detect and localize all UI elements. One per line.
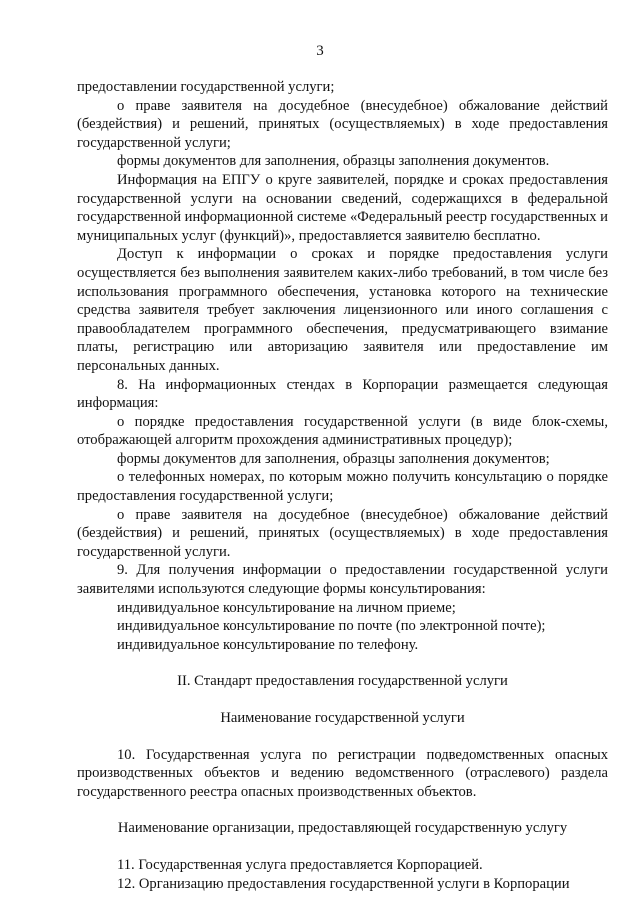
paragraph: Информация на ЕПГУ о круге заявителей, порядке и сроках предоставления государственной услуги на основании сведений, содержащихся в федеральной государственной информационной системе «Федеральный реестр государственных и муниципальных услуг (функций)», предоставляется заявителю бесплатно. <box>77 171 608 244</box>
paragraph: о праве заявителя на досудебное (внесудебное) обжалование действий (бездействия) и решений, принятых (осуществляемых) в ходе предоставления государственной услуги. <box>77 506 608 560</box>
paragraph-item-11: 11. Государственная услуга предоставляется Корпорацией. <box>117 856 483 873</box>
paragraph: индивидуальное консультирование по телефону. <box>117 636 419 653</box>
paragraph-item-12: 12. Организацию предоставления государственной услуги в Корпорации <box>117 875 570 892</box>
paragraph: о порядке предоставления государственной услуги (в виде блок-схемы, отображающей алгоритм прохождения административных процедур); <box>77 413 608 449</box>
section-heading: II. Стандарт предоставления государственной услуги <box>177 673 508 690</box>
paragraph: о праве заявителя на досудебное (внесудебное) обжалование действий (бездействия) и решений, принятых (осуществляемых) в ходе предоставления государственной услуги; <box>77 97 608 151</box>
paragraph: формы документов для заполнения, образцы заполнения документов; <box>117 450 550 467</box>
paragraph-item-8: 8. На информационных стендах в Корпорации размещается следующая информация: <box>77 376 608 412</box>
paragraph-item-9: 9. Для получения информации о предоставлении государственной услуги заявителями используются следующие формы консультирования: <box>77 562 608 598</box>
subheading-organization: Наименование организации, предоставляющей государственную услугу <box>117 820 568 837</box>
paragraph-item-10: 10. Государственная услуга по регистрации подведомственных опасных производственных объектов и ведению ведомственного (отраслевого) раздела государственного реестра опасных производственных объектов. <box>77 746 608 800</box>
paragraph: индивидуальное консультирование по почте (по электронной почте); <box>117 618 546 635</box>
page-number: 3 <box>316 43 324 59</box>
subheading-service-name: Наименование государственной услуги <box>220 710 465 726</box>
document-body <box>77 78 608 893</box>
paragraph: Доступ к информации о сроках и порядке предоставления услуги осуществляется без выполнения заявителем каких-либо требований, в том числе без использования программного обеспечения, установка которого на технические средства заявителя требует заключения лицензионного или иного соглашения с правообладателем программного обеспечения, предусматривающего взимание платы, регистрацию или авторизацию заявителя или предоставление им персональных данных. <box>77 246 608 374</box>
paragraph: формы документов для заполнения, образцы заполнения документов. <box>117 153 550 170</box>
paragraph: индивидуальное консультирование на личном приеме; <box>117 599 456 616</box>
paragraph: предоставлении государственной услуги; <box>77 79 335 95</box>
paragraph: о телефонных номерах, по которым можно получить консультацию о порядке предоставления государственной услуги; <box>77 469 608 505</box>
